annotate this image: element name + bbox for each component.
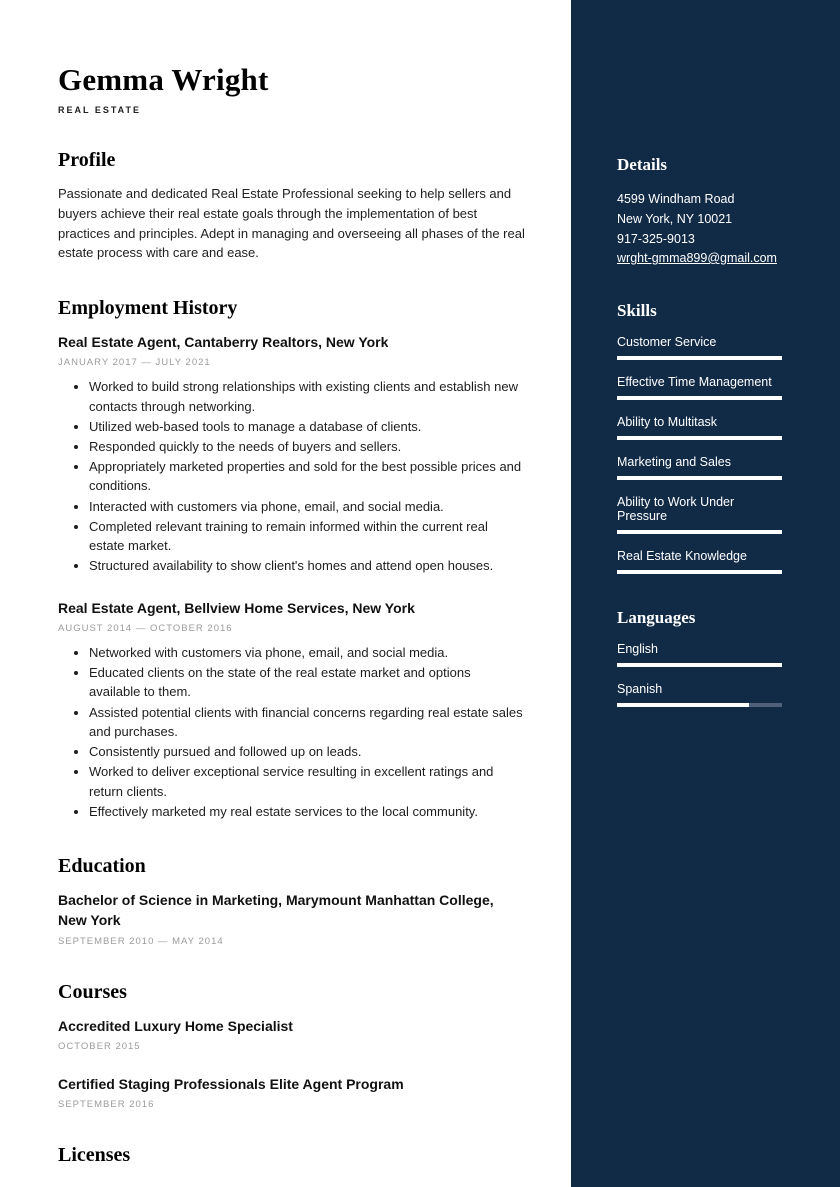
skills-section [617, 301, 782, 574]
skill-bar-fill [617, 356, 782, 360]
skills-heading: Skills [617, 301, 657, 320]
details-heading: Details [617, 155, 668, 174]
languages-heading: Languages [617, 608, 696, 627]
sidebar [571, 0, 840, 1187]
education-heading: Education [58, 855, 146, 878]
job-bullet: • Worked to build strong relationships with existing clients and establish new contacts through networking. [89, 377, 525, 415]
job-bullet: • Appropriately marketed properties and sold for the best possible prices and conditions. [89, 457, 525, 495]
course-entry [58, 1074, 525, 1110]
skill-bar-fill [617, 396, 782, 400]
job-bullet: • Consistently pursued and followed up on leads. [89, 742, 525, 761]
address-line-2: New York, NY 10021 [617, 212, 733, 226]
candidate-title: REAL ESTATE [58, 105, 142, 115]
details-section [617, 155, 782, 267]
skill-item [617, 415, 782, 440]
skill-label: Real Estate Knowledge [617, 549, 747, 563]
course-title: Accredited Luxury Home Specialist [58, 1017, 293, 1034]
skill-bar [617, 396, 782, 400]
job-entry [58, 332, 525, 576]
employment-section [58, 297, 525, 821]
job-bullet: • Educated clients on the state of the real estate market and options available to them. [89, 663, 525, 701]
course-dates: SEPTEMBER 2016 [58, 1099, 155, 1111]
degree-title: Bachelor of Science in Marketing, Marymount Manhattan College, New York [58, 892, 494, 929]
employment-heading: Employment History [58, 297, 238, 319]
skill-bar-fill [617, 476, 782, 480]
language-label: English [617, 642, 658, 656]
language-bar-fill [617, 703, 749, 707]
profile-text: Passionate and dedicated Real Estate Professional seeking to help sellers and buyers achieve their real estate goals through the implementation of best practices and principles. Adept in managing and overseeing all phases of the real estate process with care and ease. [58, 186, 525, 261]
language-item [617, 642, 782, 667]
skill-bar [617, 570, 782, 574]
profile-heading: Profile [58, 149, 116, 171]
courses-heading: Courses [58, 980, 127, 1003]
skill-label: Ability to Work Under Pressure [617, 495, 735, 523]
language-item [617, 682, 782, 707]
skill-bar-fill [617, 570, 782, 574]
skill-item [617, 495, 782, 534]
job-title: Real Estate Agent, Cantaberry Realtors, New York [58, 334, 389, 350]
skill-item [617, 455, 782, 480]
job-title: Real Estate Agent, Bellview Home Services, New York [58, 599, 415, 616]
skill-bar [617, 530, 782, 534]
courses-section [58, 981, 525, 1111]
education-section [58, 855, 525, 947]
course-entry [58, 1016, 525, 1052]
job-bullet: • Completed relevant training to remain informed within the current real estate market. [89, 517, 525, 555]
skill-bar-fill [617, 530, 782, 534]
profile-section [58, 149, 525, 263]
skill-bar [617, 476, 782, 480]
job-bullet: • Interacted with customers via phone, email, and social media. [89, 497, 525, 516]
job-bullet: • Networked with customers via phone, email, and social media. [89, 643, 525, 662]
language-bar [617, 703, 782, 707]
skill-item [617, 335, 782, 360]
language-bar-fill [617, 663, 782, 667]
licenses-section [58, 1144, 525, 1167]
job-bullet: • Responded quickly to the needs of buyers and sellers. [89, 437, 525, 456]
resume-header [58, 62, 525, 115]
skill-label: Customer Service [617, 335, 717, 349]
job-bullet-list [58, 643, 525, 821]
candidate-name: Gemma Wright [58, 62, 269, 97]
education-dates: SEPTEMBER 2010 — MAY 2014 [58, 935, 224, 947]
licenses-heading: Licenses [58, 1144, 131, 1167]
skill-bar-fill [617, 436, 782, 440]
language-label: Spanish [617, 682, 663, 696]
phone-number: 917-325-9013 [617, 232, 695, 246]
job-bullet: • Worked to deliver exceptional service resulting in excellent ratings and return clients. [89, 762, 525, 800]
skill-bar [617, 356, 782, 360]
languages-section [617, 608, 782, 707]
job-dates: JANUARY 2017 — JULY 2021 [58, 357, 211, 369]
skill-item [617, 375, 782, 400]
skill-bar [617, 436, 782, 440]
skill-label: Ability to Multitask [617, 415, 718, 429]
job-dates: AUGUST 2014 — OCTOBER 2016 [58, 622, 233, 634]
job-bullet-list [58, 377, 525, 575]
job-bullet: • Assisted potential clients with financial concerns regarding real estate sales and purchases. [89, 703, 525, 741]
job-bullet: • Structured availability to show client's homes and attend open houses. [89, 556, 525, 575]
course-title: Certified Staging Professionals Elite Agent Program [58, 1075, 404, 1092]
job-entry [58, 598, 525, 821]
language-bar [617, 663, 782, 667]
skill-label: Marketing and Sales [617, 455, 731, 469]
job-bullet: • Effectively marketed my real estate services to the local community. [89, 802, 525, 821]
course-dates: OCTOBER 2015 [58, 1040, 141, 1052]
skill-item [617, 549, 782, 574]
job-bullet: • Utilized web-based tools to manage a database of clients. [89, 417, 525, 436]
address-line-1: 4599 Windham Road [617, 192, 735, 206]
skill-label: Effective Time Management [617, 375, 772, 389]
email-link[interactable]: wrght-gmma899@gmail.com [617, 251, 777, 265]
